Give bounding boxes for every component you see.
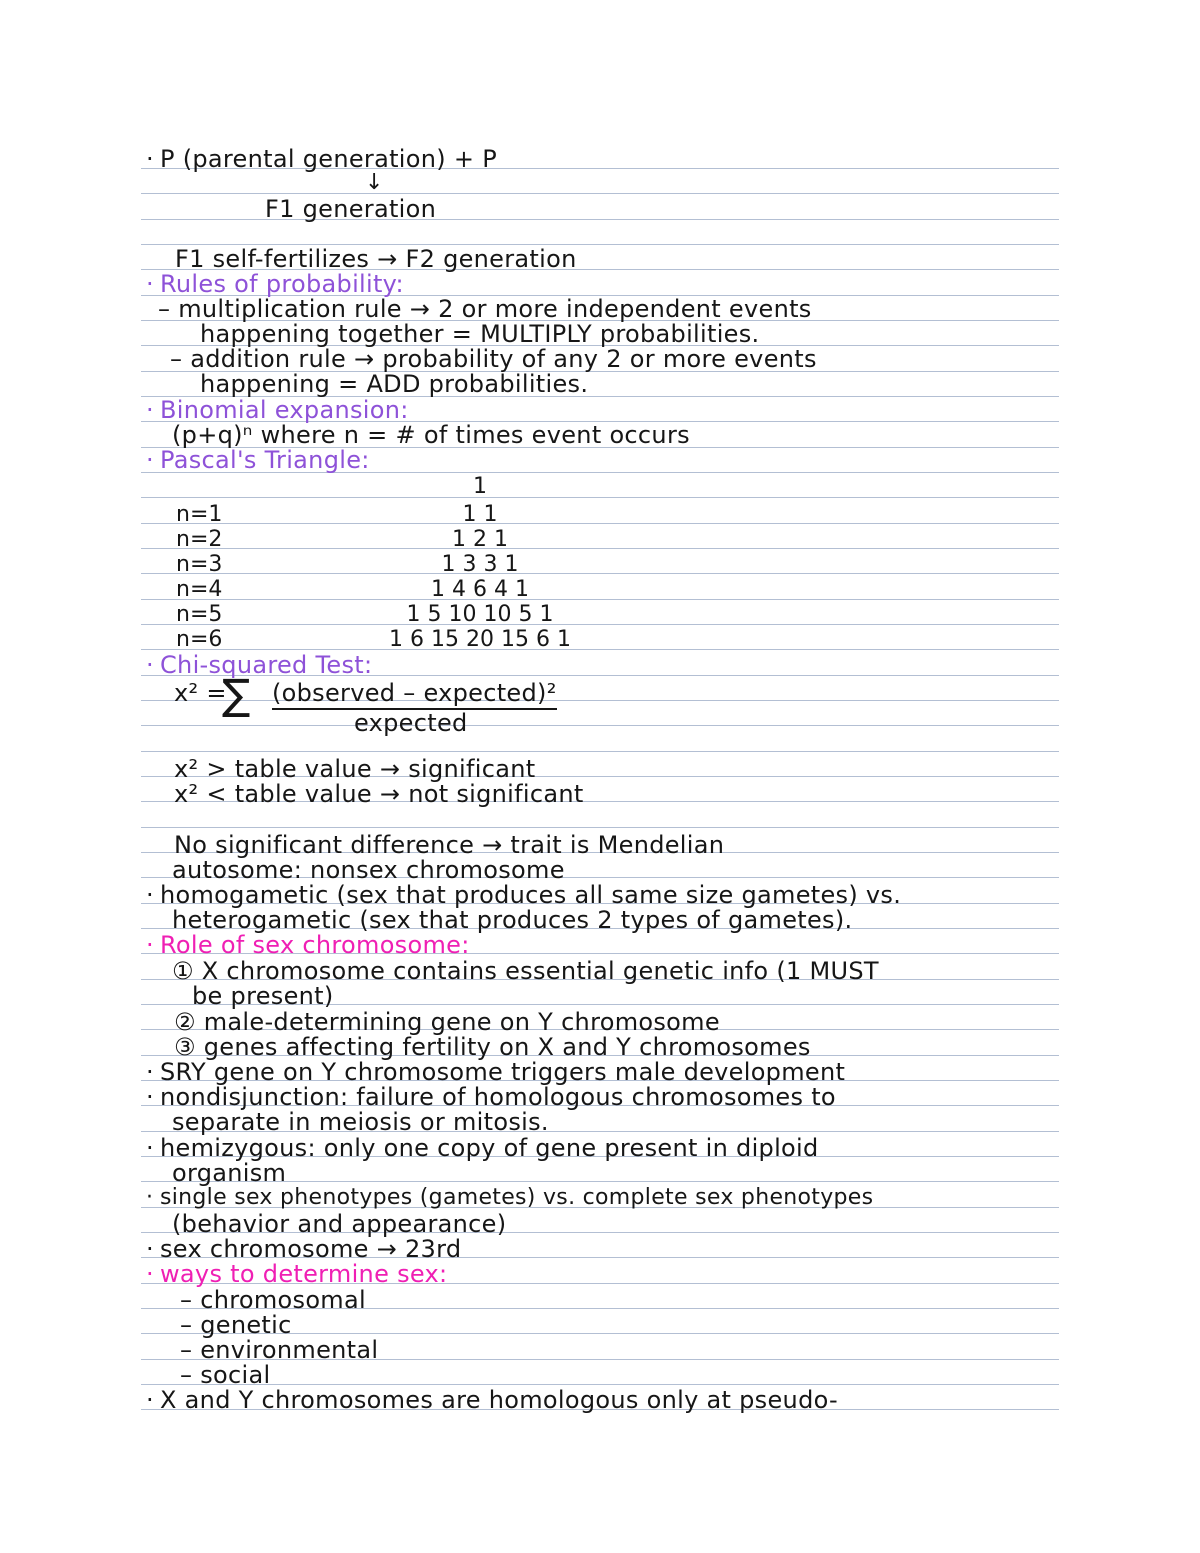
pascal-row — [0, 552, 960, 577]
note-text: No significant difference → trait is Mendelian — [174, 831, 725, 859]
bullet: · — [146, 651, 154, 679]
bullet: · — [146, 1185, 154, 1210]
pascal-values: 1 — [473, 474, 487, 499]
note-line — [172, 1109, 549, 1135]
note-text: sex chromosome → 23rd — [160, 1235, 462, 1263]
note-line — [192, 983, 334, 1009]
note-line — [172, 907, 852, 933]
bullet: · — [146, 396, 154, 424]
pascal-values: 1 5 10 10 5 1 — [406, 602, 554, 627]
ruled-line — [141, 827, 1059, 828]
pascal-row — [0, 602, 960, 627]
pascal-row-label: n=2 — [176, 527, 223, 552]
note-line — [174, 781, 584, 807]
pascal-row — [0, 502, 960, 527]
note-text: happening together = MULTIPLY probabilities. — [200, 320, 760, 348]
bullet: · — [146, 1058, 154, 1086]
note-line — [200, 321, 759, 347]
note-line — [146, 1236, 461, 1262]
note-text: – genetic — [180, 1311, 292, 1339]
note-line — [180, 1287, 366, 1313]
bullet: · — [146, 446, 154, 474]
note-text: homogametic (sex that produces all same size gametes) vs. — [160, 881, 902, 909]
note-line — [158, 296, 812, 322]
pascal-row-label: n=6 — [176, 627, 223, 652]
note-line — [174, 1034, 811, 1060]
bullet: · — [146, 1083, 154, 1111]
note-line — [175, 246, 577, 272]
note-text: heterogametic (sex that produces 2 types of gametes). — [172, 906, 853, 934]
heading-text: ways to determine sex: — [160, 1260, 448, 1288]
heading-text: Chi-squared Test: — [160, 651, 373, 679]
note-text: hemizygous: only one copy of gene present in diploid — [160, 1134, 819, 1162]
note-text: separate in meiosis or mitosis. — [172, 1108, 549, 1136]
note-text: – social — [180, 1361, 271, 1389]
note-text: x² < table value → not significant — [174, 780, 584, 808]
note-line — [172, 958, 879, 984]
note-line — [146, 1185, 873, 1211]
note-line — [174, 1009, 720, 1035]
heading-chi-squared-test — [146, 652, 372, 678]
note-line — [172, 1211, 506, 1237]
note-line — [180, 1337, 378, 1363]
bullet: · — [146, 881, 154, 909]
pascal-values: 1 1 — [462, 502, 498, 527]
pascal-row — [0, 474, 960, 499]
pascal-row — [0, 577, 960, 602]
pascal-row — [0, 527, 960, 552]
heading-text: Binomial expansion: — [160, 396, 409, 424]
heading-text: Rules of probability: — [160, 270, 404, 298]
note-line — [180, 1312, 292, 1338]
heading-text: Role of sex chromosome: — [160, 931, 470, 959]
note-text: organism — [172, 1159, 287, 1187]
note-text: – chromosomal — [180, 1286, 366, 1314]
heading-role-of-sex-chromosome — [146, 932, 470, 958]
note-line — [146, 1059, 845, 1085]
note-line — [174, 756, 535, 782]
heading-pascals-triangle — [146, 447, 370, 473]
note-text: x² > table value → significant — [174, 755, 536, 783]
chi-squared-formula — [174, 670, 634, 740]
note-text: nondisjunction: failure of homologous chromosomes to — [160, 1083, 836, 1111]
note-line — [146, 1135, 819, 1161]
note-text: happening = ADD probabilities. — [200, 370, 589, 398]
note-text: single sex phenotypes (gametes) vs. complete sex phenotypes — [160, 1185, 874, 1210]
bullet: · — [146, 1386, 154, 1414]
bullet: · — [146, 1235, 154, 1263]
formula-lhs: x² = — [174, 679, 227, 707]
note-text: P (parental generation) + P — [160, 145, 497, 173]
sigma-symbol: ∑ — [222, 670, 251, 719]
pascal-row-label: n=3 — [176, 552, 223, 577]
bullet: · — [146, 1260, 154, 1288]
note-text: – environmental — [180, 1336, 379, 1364]
note-text: ③ genes affecting fertility on X and Y chromosomes — [174, 1033, 811, 1061]
pascal-values: 1 3 3 1 — [441, 552, 519, 577]
note-text: F1 generation — [265, 195, 437, 223]
note-line — [172, 1160, 286, 1186]
heading-text: Pascal's Triangle: — [160, 446, 370, 474]
pascal-row — [0, 627, 960, 652]
pascal-values: 1 2 1 — [452, 527, 508, 552]
note-text: – multiplication rule → 2 or more independent events — [158, 295, 812, 323]
note-text: ① X chromosome contains essential genetic info (1 MUST — [172, 957, 879, 985]
note-text: (p+q)ⁿ where n = # of times event occurs — [172, 421, 690, 449]
down-arrow-icon: ↓ — [365, 170, 384, 195]
note-line — [146, 882, 901, 908]
pascal-row-label: n=5 — [176, 602, 223, 627]
bullet: · — [146, 145, 154, 173]
note-line — [170, 346, 817, 372]
note-text: be present) — [192, 982, 334, 1010]
note-line — [200, 371, 588, 397]
note-line — [172, 422, 690, 448]
heading-rules-of-probability — [146, 271, 404, 297]
formula-denominator: expected — [354, 709, 468, 737]
formula-numerator: (observed – expected)² — [272, 680, 557, 710]
pascal-values: 1 6 15 20 15 6 1 — [389, 627, 571, 652]
bullet: · — [146, 931, 154, 959]
bullet: · — [146, 270, 154, 298]
note-line — [180, 1362, 270, 1388]
note-text: X and Y chromosomes are homologous only at pseudo- — [160, 1386, 838, 1414]
note-text: autosome: nonsex chromosome — [172, 856, 565, 884]
note-text: – addition rule → probability of any 2 or more events — [170, 345, 817, 373]
ruled-line — [141, 1384, 1059, 1385]
note-line — [146, 1387, 838, 1413]
bullet: · — [146, 1134, 154, 1162]
note-line — [146, 146, 497, 172]
note-text: (behavior and appearance) — [172, 1210, 507, 1238]
note-line — [172, 857, 565, 883]
heading-binomial-expansion — [146, 397, 409, 423]
pascal-values: 1 4 6 4 1 — [431, 577, 529, 602]
note-line — [174, 832, 724, 858]
note-line — [146, 1084, 836, 1110]
note-text: SRY gene on Y chromosome triggers male development — [160, 1058, 846, 1086]
note-line — [265, 196, 436, 222]
ruled-line — [141, 193, 1059, 194]
pascal-row-label: n=4 — [176, 577, 223, 602]
heading-ways-to-determine-sex — [146, 1261, 447, 1287]
note-text: ② male-determining gene on Y chromosome — [174, 1008, 720, 1036]
ruled-line — [141, 751, 1059, 752]
note-text: F1 self-fertilizes → F2 generation — [175, 245, 577, 273]
pascal-row-label: n=1 — [176, 502, 223, 527]
